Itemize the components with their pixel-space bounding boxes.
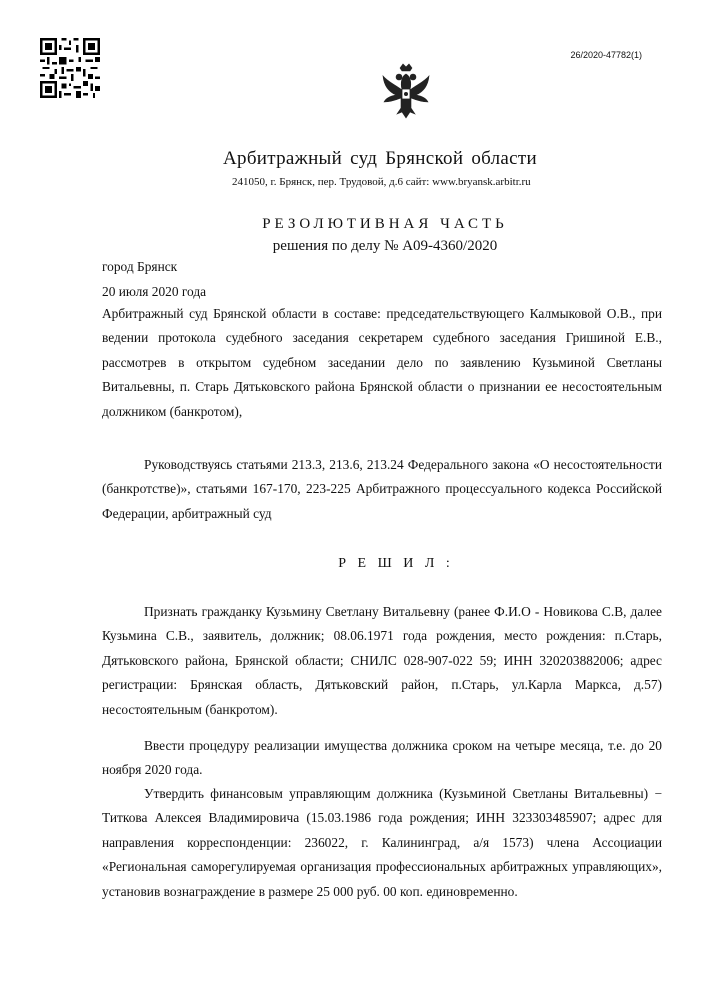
court-address-text: 241050, г. Брянск, пер. Трудовой, д.6 сайт: xyxy=(232,176,433,188)
court-address xyxy=(232,176,531,188)
document-subheading: решения по делу № А09-4360/2020 xyxy=(272,238,498,254)
city: город Брянск xyxy=(102,259,178,274)
resolution-item-bankruptcy: Признать гражданку Кузьмину Светлану Витальевну (ранее Ф.И.О - Новикова С.В, далее Кузьмина С.В., заявитель, должник; 08.06.1971 года рождения, место рождения: п.Старь, Дятьковского района, Брянской области; СНИЛС 028-907-022 59; ИНН 320203882006; адрес регистрации: Брянская область, Дятьковский район, п.Старь, ул.Карла Маркса, д.57) несостоятельным (банкротом). xyxy=(102,604,662,717)
court-name: Арбитражный суд Брянской области xyxy=(223,148,537,169)
legal-basis-paragraph: Руководствуясь статьями 213.3, 213.6, 213.24 Федерального закона «О несостоятельности (банкротстве)», статьями 167-170, 223-225 Арбитражного процессуального кодекса Российской Федерации, арбитражный суд xyxy=(102,457,662,521)
intro-paragraph: Арбитражный суд Брянской области в составе: председательствующего Калмыковой О.В., при ведении протокола судебного заседания секретарем судебного заседания Гришиной Е.В., рассмотрев в открытом судебном заседании дело по заявлению Кузьминой Светланы Витальевны, п. Старь Дятьковского района Брянской области о признании ее несостоятельным должником (банкротом), xyxy=(102,306,662,419)
resolution-item-procedure: Ввести процедуру реализации имущества должника сроком на четыре месяца, т.е. до 20 ноября 2020 года. xyxy=(102,738,662,778)
case-number-stamp: 26/2020-47782(1) xyxy=(570,50,642,60)
court-website-link[interactable]: www.bryansk.arbitr.ru xyxy=(432,176,531,188)
qr-code-icon xyxy=(40,38,100,98)
decision-date: 20 июля 2020 года xyxy=(102,284,207,299)
decided-heading: Р Е Ш И Л : xyxy=(338,556,454,571)
resolution-item-manager: Утвердить финансовым управляющим должника (Кузьминой Светланы Витальевны) − Титкова Алексея Владимировича (15.03.1986 года рождения; ИНН 323303485907; адрес для направления корреспонденции: 236022, г. Калининград, а/я 1573) члена Ассоциации «Региональная саморегулируемая организация профессиональных арбитражных управляющих», установив вознаграждение в размере 25 000 руб. 00 коп. единовременно. xyxy=(102,786,662,899)
document-heading: РЕЗОЛЮТИВНАЯ ЧАСТЬ xyxy=(262,216,508,232)
russian-coat-of-arms-icon xyxy=(380,62,432,120)
